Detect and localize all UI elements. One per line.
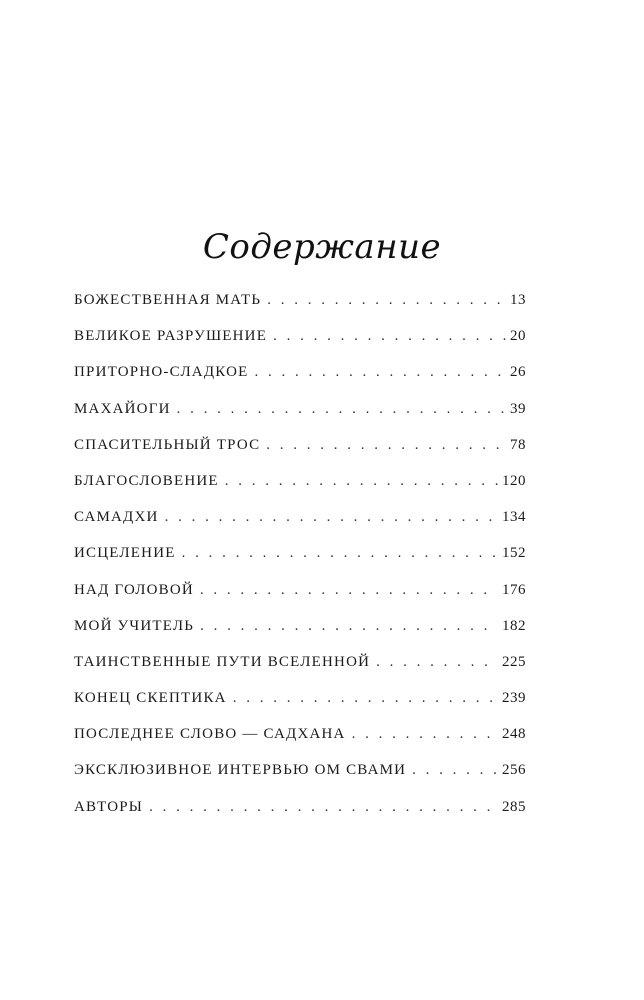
toc-entry-title: СПАСИТЕЛЬНЫЙ ТРОС xyxy=(74,436,261,453)
toc-entry-page: 176 xyxy=(502,581,526,598)
toc-entry xyxy=(74,318,526,354)
toc-entry-page: 78 xyxy=(510,436,526,453)
toc-entry-page: 225 xyxy=(502,653,526,670)
toc-entry-title: НАД ГОЛОВОЙ xyxy=(74,581,194,598)
toc-entry-page: 182 xyxy=(502,617,526,634)
dot-leader xyxy=(200,572,498,608)
toc-entry-page: 248 xyxy=(502,726,526,743)
toc-entry-page: 26 xyxy=(510,364,526,381)
dot-leader xyxy=(267,282,506,318)
toc-entry-title: КОНЕЦ СКЕПТИКА xyxy=(74,690,227,707)
dot-leader xyxy=(200,608,498,644)
dot-leader xyxy=(233,680,498,716)
dot-leader xyxy=(266,427,506,463)
toc-entry xyxy=(74,499,526,535)
dot-leader xyxy=(225,463,498,499)
dot-leader xyxy=(177,391,506,427)
dot-leader xyxy=(352,716,498,752)
dot-leader xyxy=(182,535,498,571)
dot-leader xyxy=(165,499,498,535)
toc-entry-title: ПРИТОРНО-СЛАДКОЕ xyxy=(74,364,249,381)
toc-entry xyxy=(74,716,526,752)
dot-leader xyxy=(412,752,498,788)
toc-entry-title: АВТОРЫ xyxy=(74,798,144,815)
dot-leader xyxy=(376,644,498,680)
toc-entry xyxy=(74,354,526,390)
toc-entry xyxy=(74,789,526,825)
toc-entry-title: БОЖЕСТВЕННАЯ МАТЬ xyxy=(74,292,262,308)
table-of-contents xyxy=(74,282,526,825)
toc-entry-page: 152 xyxy=(502,545,526,562)
toc-entry xyxy=(74,644,526,680)
toc-entry xyxy=(74,391,526,427)
toc-entry-page: 39 xyxy=(510,400,526,417)
toc-entry-page: 120 xyxy=(502,472,526,489)
toc-entry-title: МАХАЙОГИ xyxy=(74,400,171,417)
toc-entry-title: ИСЦЕЛЕНИЕ xyxy=(74,545,176,562)
toc-entry xyxy=(74,752,526,788)
toc-entry-page: 239 xyxy=(502,690,526,707)
dot-leader xyxy=(255,354,506,390)
toc-entry xyxy=(74,463,526,499)
toc-entry xyxy=(74,535,526,571)
toc-entry xyxy=(74,680,526,716)
toc-entry-page: 13 xyxy=(510,292,526,308)
dot-leader xyxy=(149,789,498,825)
toc-entry-title: ВЕЛИКОЕ РАЗРУШЕНИЕ xyxy=(74,328,268,345)
toc-entry-title: МОЙ УЧИТЕЛЬ xyxy=(74,617,195,634)
dot-leader xyxy=(273,318,506,354)
toc-entry-title: САМАДХИ xyxy=(74,509,159,526)
toc-entry xyxy=(74,608,526,644)
toc-entry xyxy=(74,427,526,463)
toc-entry-page: 285 xyxy=(502,798,526,815)
toc-entry xyxy=(74,572,526,608)
toc-entry-title: ЭКСКЛЮЗИВНОЕ ИНТЕРВЬЮ ОМ СВАМИ xyxy=(74,762,407,779)
page-title: Содержание xyxy=(202,226,442,267)
toc-entry-title: ТАИНСТВЕННЫЕ ПУТИ ВСЕЛЕННОЙ xyxy=(74,653,371,670)
toc-entry-page: 134 xyxy=(502,509,526,526)
toc-entry-title: БЛАГОСЛОВЕНИЕ xyxy=(74,472,219,489)
toc-entry-title: ПОСЛЕДНЕЕ СЛОВО — САДХАНА xyxy=(74,726,346,743)
toc-entry xyxy=(74,282,526,318)
toc-entry-page: 20 xyxy=(510,328,526,345)
toc-entry-page: 256 xyxy=(502,762,526,779)
